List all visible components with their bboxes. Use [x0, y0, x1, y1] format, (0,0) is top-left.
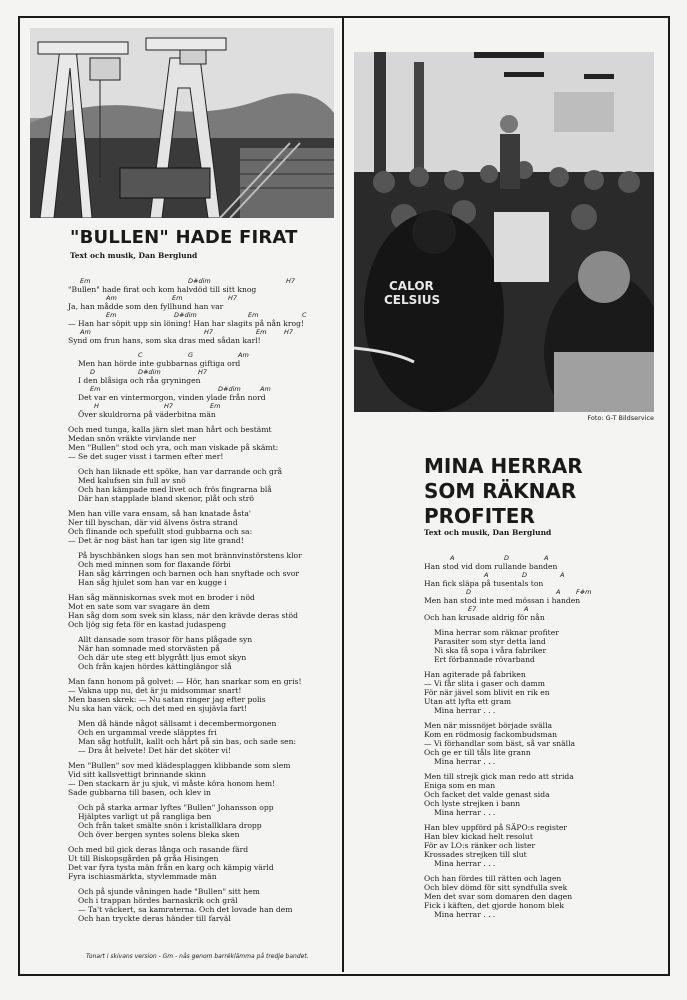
lyric-line: Han såg hjulet som han var en kugge i — [78, 578, 227, 587]
lyric-line: Ut till Biskopsgården på gråa Hisingen — [68, 854, 219, 863]
lyric-line: Men "Bullen" stod och yra, och man viskade på skämt: — [68, 443, 279, 452]
lyric-line: Och en urgammal vrede släpptes fri — [78, 728, 217, 737]
lyric-line: Men "Bullen" sov med klädesplaggen klibbande som slem — [68, 761, 291, 770]
lyric-line: Hjälptes varligt ut på rangliga ben — [78, 812, 212, 821]
lyric-line: Men till strejk gick man redo att strida — [424, 772, 574, 781]
title-line: SOM RÄKNAR — [424, 479, 577, 503]
chord-symbol: D#dim — [138, 368, 161, 376]
harbour-crane-photo — [30, 28, 334, 218]
lyric-line: Man såg hotfullt, kallt och hårt på sin bas, och sade sen: — [78, 737, 297, 746]
chord-symbol: H — [94, 402, 99, 410]
chord-line — [68, 277, 340, 285]
column-divider — [342, 18, 344, 972]
chord-symbol: A — [560, 571, 565, 579]
lyric-line: Och han liknade ett spöke, han var darrande och grå — [78, 467, 282, 476]
refrain-short: Mina herrar . . . — [434, 808, 496, 817]
chord-symbol: A — [544, 554, 549, 562]
svg-text:CALOR: CALOR — [389, 279, 434, 293]
lyric-line: För av LO:s ränker och lister — [424, 841, 536, 850]
lyric-line: Och han fördes till rätten och lagen — [424, 874, 562, 883]
lyric-line: Och han tryckte deras händer till farväl — [78, 914, 231, 923]
song-title-bullen: "BULLEN" HADE FIRAT — [70, 227, 298, 248]
chord-line — [68, 402, 340, 410]
lyric-line: "Bullen" hade firat och kom halvdöd till sitt knog — [68, 285, 257, 294]
harbour-crane-illustration — [30, 28, 334, 218]
chord-symbol: C — [302, 311, 307, 319]
lyric-line: — Den stackarn är ju sjuk, vi måste köra honom hem! — [68, 779, 276, 788]
meeting-illustration — [354, 52, 654, 412]
lyric-line: Han såg människornas svek mot en broder i nöd — [68, 593, 255, 602]
lyric-line: På byschbänken slogs han sen mot brännvinstörstens klor — [78, 551, 302, 560]
chord-symbol: A — [524, 605, 529, 613]
chord-symbol: Am — [80, 328, 91, 336]
svg-text:CELSIUS: CELSIUS — [384, 293, 441, 307]
chord-symbol: Am — [106, 294, 117, 302]
lyric-line: Ni ska få sopa i våra fabriker — [434, 646, 547, 655]
lyric-line: — Det är nog bäst han tar igen sig lite grand! — [68, 536, 244, 545]
lyric-line: Och flinande och spefullt stod gubbarna och sa: — [68, 527, 253, 536]
song-credit-left: Text och musik, Dan Berglund — [70, 251, 198, 260]
chord-symbol: D#dim — [188, 277, 211, 285]
lyric-line: Allt dansade som trasor för hans plågade syn — [78, 635, 253, 644]
chord-line — [68, 328, 340, 336]
chord-symbol: F#m — [576, 588, 592, 596]
lyric-line: Han blev kickad helt resolut — [424, 832, 533, 841]
lyric-line: Ner till byschan, där vid älvens östra strand — [68, 518, 238, 527]
chord-symbol: A — [450, 554, 455, 562]
lyric-line: Och från taket smälte snön i kristallklara dropp — [78, 821, 262, 830]
lyric-line: Och facket det valde genast sida — [424, 790, 550, 799]
lyric-line: Synd om frun hans, som ska dras med sådan karl! — [68, 336, 261, 345]
meeting-photo — [354, 52, 654, 412]
chord-symbol: H7 — [198, 368, 208, 376]
lyric-line: — Vi får slita i gaser och damm — [424, 679, 545, 688]
lyric-line: Mot en sate som var svagare än dem — [68, 602, 210, 611]
chord-symbol: D#dim — [174, 311, 197, 319]
chord-symbol: D#dim — [218, 385, 241, 393]
chord-symbol: D — [466, 588, 472, 596]
lyric-line: Fyra ischiasmärkta, styvlemmade män — [68, 872, 217, 881]
lyric-line: Man fann honom på golvet: — Hör, han snarkar som en gris! — [68, 677, 302, 686]
photo-credit: Foto: G-T Bildservice — [587, 414, 654, 422]
lyric-line: Sade gubbarna till basen, och klev in — [68, 788, 211, 797]
chord-symbol: D — [504, 554, 510, 562]
lyric-line: Han såg dom som svek sin klass, när den krävde deras stöd — [68, 611, 298, 620]
lyric-line: Eniga som en man — [424, 781, 496, 790]
chord-symbol: Em — [210, 402, 221, 410]
lyric-line: Och ljög sig feta för en kastad judaspeng — [68, 620, 227, 629]
lyric-line: Och över bergen syntes solens bleka sken — [78, 830, 240, 839]
chord-line — [424, 554, 660, 562]
lyric-line: Och på sjunde våningen hade "Bullen" sitt hem — [78, 887, 260, 896]
song-credit-right: Text och musik, Dan Berglund — [424, 528, 552, 537]
lyric-line: Och han kämpade med livet och frös fingrarna blå — [78, 485, 272, 494]
chord-line — [68, 294, 340, 302]
chord-line — [68, 311, 340, 319]
lyric-line: Och från kajen hördes kättinglängor slå — [78, 662, 232, 671]
song-text-mina-herrar — [424, 554, 660, 919]
lyric-line: Men han stod inte med mössan i handen — [424, 596, 581, 605]
lyric-line: Men basen skrek: — Nu satan ringer jag efter polis — [68, 695, 266, 704]
lyric-line: Och med tunga, kalla järn slet man hårt och bestämt — [68, 425, 272, 434]
lyric-line: Medan snön vräkte virvlande ner — [68, 434, 196, 443]
chord-line — [424, 605, 660, 613]
lyric-line: Och i trappan hördes barnaskrik och gräl — [78, 896, 238, 905]
lyric-line: Det var fyra tysta män från en karg och kämpig värld — [68, 863, 274, 872]
lyric-line: Med kalufsen sin full av snö — [78, 476, 186, 485]
chord-line — [424, 588, 660, 596]
lyric-line: — Han har söpit upp sin löning! Han har slagits på nån krog! — [68, 319, 305, 328]
lyric-line: För när jävel som blivit en rik en — [424, 688, 550, 697]
chord-symbol: Em — [172, 294, 183, 302]
chord-symbol: H7 — [204, 328, 214, 336]
chord-symbol: E7 — [468, 605, 477, 613]
chord-symbol: A — [556, 588, 561, 596]
lyric-line: Och med bil gick deras långa och rasande färd — [68, 845, 249, 854]
chord-symbol: H7 — [286, 277, 296, 285]
lyric-line: Men när missnöjet började svälla — [424, 721, 553, 730]
chord-line — [424, 571, 660, 579]
chord-symbol: Em — [248, 311, 259, 319]
lyric-line: Och där ute steg ett blygrått ljus emot skyn — [78, 653, 247, 662]
lyric-line: Nu ska han väck, och det med en sjujävla fart! — [68, 704, 248, 713]
chord-symbol: A — [484, 571, 489, 579]
lyric-line: Där han stapplade bland skenor, plåt och strö — [78, 494, 254, 503]
song-text-bullen — [68, 277, 340, 923]
lyric-line: Över skuldrorna på väderbitna män — [78, 410, 216, 419]
lyric-line: Mina herrar som räknar profiter — [434, 628, 559, 637]
chord-line — [68, 385, 340, 393]
chord-symbol: D — [90, 368, 96, 376]
lyric-line: — Ta't väckert, sa kamraterna. Och det lovade han dem — [78, 905, 293, 914]
lyric-line: Och lyste strejken i bann — [424, 799, 521, 808]
refrain-short: Mina herrar . . . — [434, 706, 496, 715]
lyric-line: Krossades strejken till slut — [424, 850, 527, 859]
lyric-line: Och han krusade aldrig för nån — [424, 613, 545, 622]
lyric-line: När han somnade med storvästen på — [78, 644, 220, 653]
song-title-mina-herrar — [424, 454, 624, 529]
chord-symbol: H7 — [228, 294, 238, 302]
chord-symbol: Em — [256, 328, 267, 336]
title-line: PROFITER — [424, 504, 535, 528]
lyric-line: Men han ville vara ensam, så han knatade åsta' — [68, 509, 252, 518]
refrain-short: Mina herrar . . . — [434, 757, 496, 766]
lyric-line: Men det svar som domaren den dagen — [424, 892, 573, 901]
lyric-line: Fick i käften, det gjorde honom blek — [424, 901, 564, 910]
lyric-line: — Dra åt helvete! Det här det sköter vi! — [78, 746, 232, 755]
refrain-short: Mina herrar . . . — [434, 910, 496, 919]
lyric-line: — Vakna upp nu, det är ju midsommar snart! — [68, 686, 242, 695]
lyric-line: Parasiter som styr detta land — [434, 637, 546, 646]
lyric-line: Han blev uppförd på SÄPO:s register — [424, 823, 568, 832]
lyric-line: Kom en rödmosig fackombudsman — [424, 730, 557, 739]
lyric-line: Han stod vid dom rullande banden — [424, 562, 558, 571]
chord-symbol: G — [188, 351, 194, 359]
lyric-line: Vid sitt kallsvettigt brinnande skinn — [68, 770, 207, 779]
chord-symbol: Em — [90, 385, 101, 393]
lyric-line: Och med minnen som for flaxande förbi — [78, 560, 231, 569]
lyric-line: Han agiterade på fabriken — [424, 670, 526, 679]
lyric-line: Men han hörde inte gubbarnas giftiga ord — [78, 359, 241, 368]
lyric-line: Och ge er till tåls lite grann — [424, 748, 531, 757]
chord-line — [68, 351, 340, 359]
title-line: MINA HERRAR — [424, 454, 583, 478]
lyric-line: Han såg kärringen och barnen och han snyftade och svor — [78, 569, 299, 578]
lyric-line: Och blev dömd för sitt syndfulla svek — [424, 883, 568, 892]
lyric-line: Han fick släpa på tusentals ton — [424, 579, 544, 588]
lyric-line: — Vi förhandlar som bäst, så var snälla — [424, 739, 576, 748]
chord-line — [68, 368, 340, 376]
lyric-line: Men då hände något sällsamt i decembermorgonen — [78, 719, 277, 728]
chord-symbol: H7 — [284, 328, 294, 336]
chord-symbol: H7 — [164, 402, 174, 410]
lyric-line: Det var en vintermorgon, vinden ylade från nord — [78, 393, 266, 402]
key-footnote: Tonart i skivans version - Gm - nås genom barréklämma på tredje bandet. — [86, 953, 309, 960]
chord-symbol: Am — [260, 385, 271, 393]
lyric-line: Utan att lyfta ett gram — [424, 697, 512, 706]
chord-symbol: Em — [106, 311, 117, 319]
refrain-short: Mina herrar . . . — [434, 859, 496, 868]
lyric-line: Ja, han mådde som den fyllhund han var — [68, 302, 224, 311]
lyric-line: — Se det suger visst i tarmen efter mer! — [68, 452, 224, 461]
lyric-line: Ert förbannade rövarband — [434, 655, 535, 664]
lyric-line: I den blåsiga och råa gryningen — [78, 376, 201, 385]
chord-symbol: C — [138, 351, 143, 359]
chord-symbol: Am — [238, 351, 249, 359]
chord-symbol: D — [522, 571, 528, 579]
chord-symbol: Em — [80, 277, 91, 285]
lyric-line: Och på starka armar lyftes "Bullen" Johansson opp — [78, 803, 274, 812]
